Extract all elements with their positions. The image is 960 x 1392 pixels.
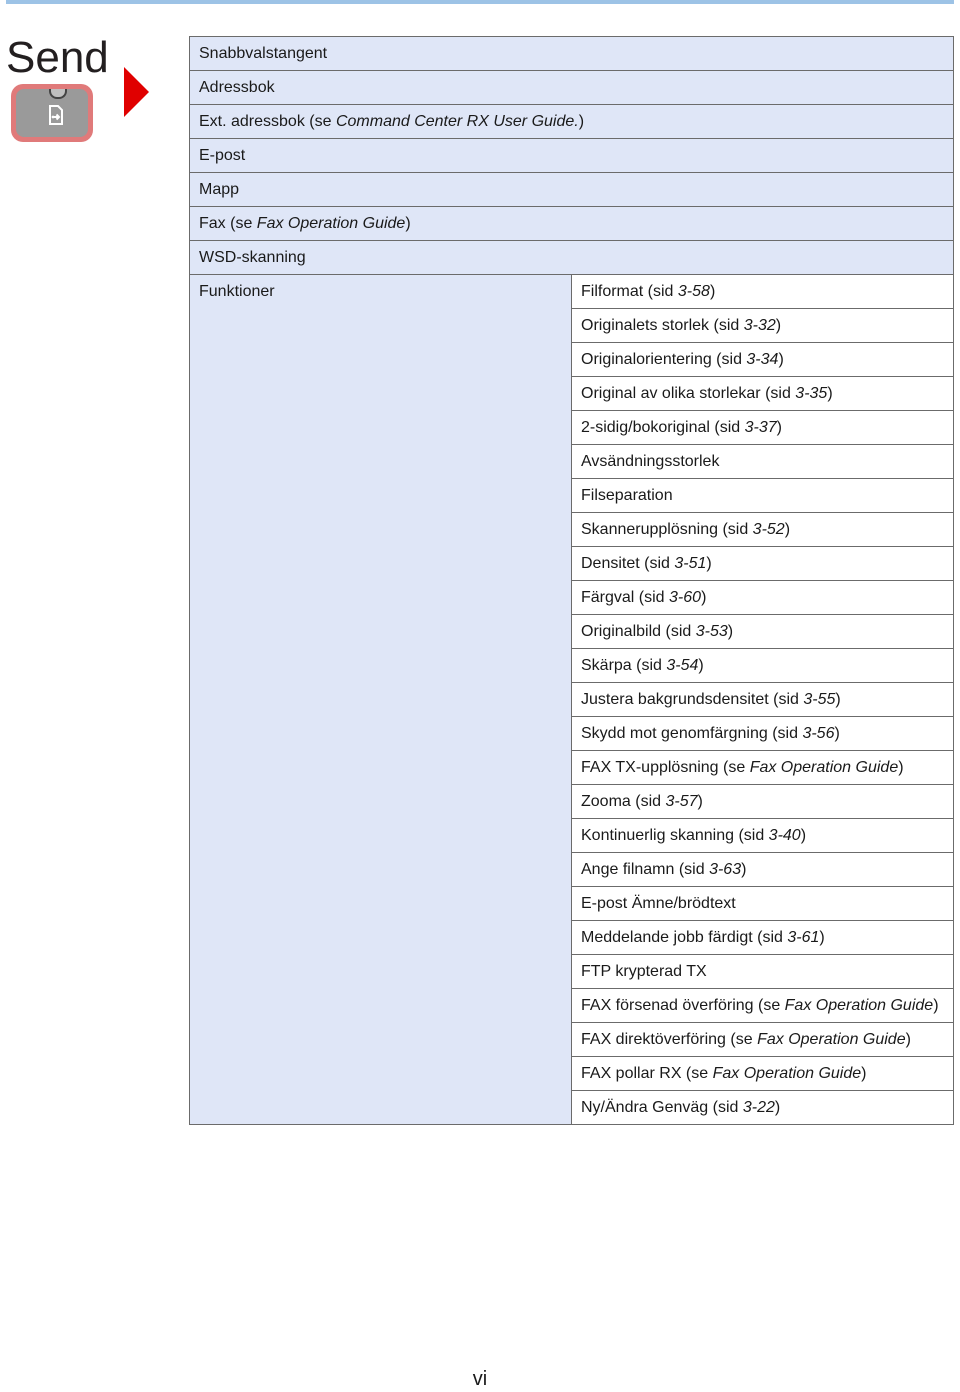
function-item-8[interactable] — [572, 513, 954, 547]
label-text: ) — [405, 215, 411, 232]
label-text: Färgval (sid — [581, 589, 670, 606]
function-item-9[interactable] — [572, 547, 954, 581]
menu-row — [190, 105, 954, 139]
send-key-face — [16, 89, 88, 137]
label-text: Fax (se — [199, 215, 257, 232]
label-text: 2-sidig/bokoriginal (sid — [581, 419, 745, 436]
reference-text: 3-61 — [787, 929, 820, 946]
label-text: Skannerupplösning (sid — [581, 521, 753, 538]
function-item-19[interactable] — [572, 887, 954, 921]
reference-text: 3-63 — [709, 861, 742, 878]
function-item-3[interactable] — [572, 343, 954, 377]
reference-text: 3-35 — [795, 385, 828, 402]
reference-text: 3-60 — [669, 589, 702, 606]
label-text: ) — [776, 419, 782, 436]
reference-text: 3-54 — [666, 657, 699, 674]
label-text: Skydd mot genomfärgning (sid — [581, 725, 803, 742]
label-text: Kontinuerlig skanning (sid — [581, 827, 769, 844]
reference-text: Fax Operation Guide — [712, 1065, 862, 1082]
function-item-16[interactable] — [572, 785, 954, 819]
function-item-15[interactable] — [572, 751, 954, 785]
menu-item-6[interactable] — [190, 207, 954, 241]
label-text: FAX pollar RX (se — [581, 1065, 713, 1082]
reference-text: 3-58 — [677, 283, 710, 300]
function-item-5[interactable] — [572, 411, 954, 445]
red-arrow-icon — [124, 67, 149, 117]
menu_items.6-label: WSD-skanning — [199, 249, 306, 266]
menu-item-5[interactable] — [190, 173, 954, 207]
label-text: Filformat (sid — [581, 283, 678, 300]
label-text: Densitet (sid — [581, 555, 675, 572]
label-text: ) — [578, 113, 585, 130]
label-text: ) — [774, 1099, 781, 1116]
label-text: ) — [861, 1065, 867, 1082]
function-item-4[interactable] — [572, 377, 954, 411]
label-text: ) — [933, 997, 939, 1014]
menu-item-2[interactable] — [190, 71, 954, 105]
label-text: ) — [827, 385, 833, 402]
menu-item-1[interactable] — [190, 37, 954, 71]
reference-text: 3-56 — [802, 725, 835, 742]
functions.18-label: E-post Ämne/brödtext — [581, 895, 736, 912]
function-item-2[interactable] — [572, 309, 954, 343]
function-item-11[interactable] — [572, 615, 954, 649]
reference-text: 3-51 — [674, 555, 707, 572]
label-text: ) — [697, 793, 703, 810]
label-text: Justera bakgrundsdensitet (sid — [581, 691, 804, 708]
label-text: ) — [784, 521, 791, 538]
menu_items.3-label: E-post — [199, 147, 246, 164]
function-item-24[interactable] — [572, 1057, 954, 1091]
label-text: Originalbild (sid — [581, 623, 696, 640]
reference-text: Fax Operation Guide — [784, 997, 934, 1014]
label-text: ) — [701, 589, 707, 606]
menu-item-3[interactable] — [190, 105, 954, 139]
function-item-6[interactable] — [572, 445, 954, 479]
reference-text: 3-57 — [665, 793, 698, 810]
function-item-12[interactable] — [572, 649, 954, 683]
menu-row — [190, 207, 954, 241]
label-text: Zooma (sid — [581, 793, 666, 810]
label-text: Meddelande jobb färdigt (sid — [581, 929, 788, 946]
label-text: Original av olika storlekar (sid — [581, 385, 796, 402]
function-item-20[interactable] — [572, 921, 954, 955]
page-number: vi — [472, 1368, 488, 1390]
label-text: ) — [898, 759, 904, 776]
label-text: ) — [905, 1031, 911, 1048]
send-key-icon — [44, 103, 68, 127]
menu-row — [190, 71, 954, 105]
label-text: ) — [741, 861, 747, 878]
function-item-21[interactable] — [572, 955, 954, 989]
send-key[interactable] — [11, 84, 93, 142]
menu-item-7[interactable] — [190, 241, 954, 275]
menu_items.1-label: Adressbok — [199, 79, 275, 96]
functions.5-label: Avsändningsstorlek — [581, 453, 720, 470]
function-item-7[interactable] — [572, 479, 954, 513]
menu_items.0-label: Snabbvalstangent — [199, 45, 328, 62]
function-item-14[interactable] — [572, 717, 954, 751]
label-text: ) — [835, 691, 841, 708]
reference-text: 3-52 — [752, 521, 785, 538]
label-text: Ext. adressbok (se — [199, 113, 336, 130]
label-text: ) — [727, 623, 734, 640]
page-title: Send — [6, 33, 109, 82]
reference-text: 3-32 — [743, 317, 776, 334]
menu-row — [190, 37, 954, 71]
menu_items.4-label: Mapp — [199, 181, 240, 198]
label-text: FAX direktöverföring (se — [581, 1031, 758, 1048]
reference-text: 3-34 — [746, 351, 779, 368]
label-text: ) — [819, 929, 825, 946]
reference-text: 3-55 — [803, 691, 836, 708]
reference-text: 3-22 — [742, 1099, 775, 1116]
reference-text: Fax Operation Guide — [757, 1031, 906, 1048]
functions.20-label: FTP krypterad TX — [581, 963, 707, 980]
menu-row — [190, 173, 954, 207]
top-rule — [6, 0, 954, 4]
function-item-1[interactable] — [572, 275, 954, 309]
key-led-indicator — [49, 89, 67, 99]
reference-text: Fax Operation Guide — [749, 759, 899, 776]
label-text: ) — [775, 317, 782, 334]
function-item-23[interactable] — [572, 1023, 954, 1057]
label-text: ) — [834, 725, 840, 742]
reference-text: 3-53 — [695, 623, 728, 640]
label-text: ) — [800, 827, 807, 844]
function-item-18[interactable] — [572, 853, 954, 887]
label-text: Skärpa (sid — [581, 657, 667, 674]
function-item-17[interactable] — [572, 819, 954, 853]
label-text: ) — [698, 657, 704, 674]
label-text: Ny/Ändra Genväg (sid — [581, 1099, 743, 1116]
label-text: FAX TX-upplösning (se — [581, 759, 750, 776]
function-item-25[interactable] — [572, 1091, 954, 1125]
label-text: ) — [778, 351, 784, 368]
reference-text: Command Center RX User Guide. — [335, 113, 579, 130]
send-menu-table — [189, 36, 954, 1125]
menu-row — [190, 139, 954, 173]
reference-text: 3-40 — [768, 827, 801, 844]
functions.6-label: Filseparation — [581, 487, 673, 504]
label-text: Originalets storlek (sid — [581, 317, 744, 334]
reference-text: 3-37 — [744, 419, 777, 436]
label-text: FAX försenad överföring (se — [581, 997, 785, 1014]
menu-item-funktioner[interactable]: Funktioner — [190, 275, 572, 1125]
label-text: Ange filnamn (sid — [581, 861, 710, 878]
label-text: Originalorientering (sid — [581, 351, 747, 368]
reference-text: Fax Operation Guide — [256, 215, 406, 232]
function-item-10[interactable] — [572, 581, 954, 615]
menu-item-4[interactable] — [190, 139, 954, 173]
function-item-22[interactable] — [572, 989, 954, 1023]
label-text: ) — [709, 283, 716, 300]
label-text: ) — [706, 555, 712, 572]
function-item-13[interactable] — [572, 683, 954, 717]
menu-row — [190, 241, 954, 275]
function-row — [190, 275, 954, 309]
